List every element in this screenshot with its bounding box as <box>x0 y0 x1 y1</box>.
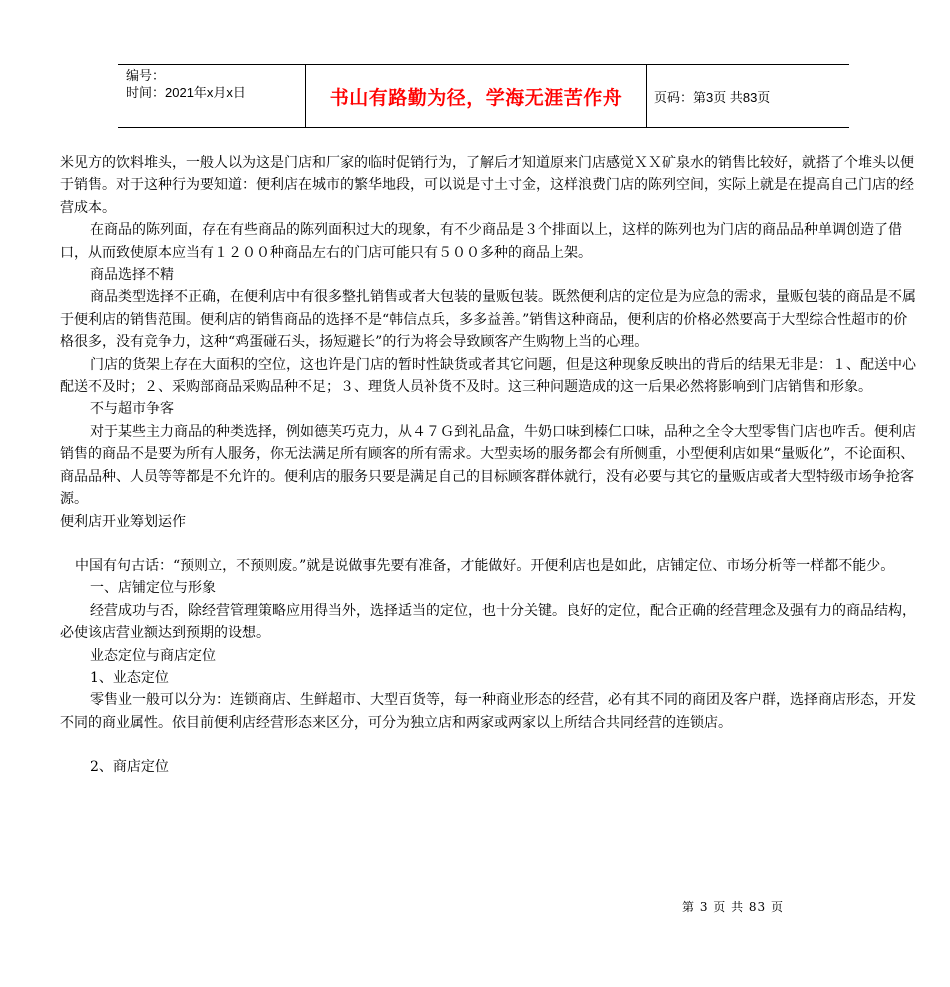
subsection-heading: 1、业态定位 <box>90 669 169 686</box>
section-heading: 商品选择不精 <box>90 267 174 284</box>
header-meta <box>126 67 306 101</box>
paragraph: 中国有句古话：“预则立，不预则废。”就是说做事先要有准备，才能做好。开便利店也是如此，店铺定位、市场分析等一样都不能少。 <box>75 557 895 574</box>
paragraph: 米见方的饮料堆头，一般人以为这是门店和厂家的临时促销行为，了解后才知道原来门店感觉ＸＸ矿泉水的销售比较好，就搭了个堆头以便于销售。对于这种行为要知道：便利店在城市的繁华地段，可以说是寸土寸金，这样浪费门店的陈列空间，实际上就是在提高自己门店的经营成本。 <box>60 155 914 216</box>
header-motto: 书山有路勤为径，学海无涯苦作舟 <box>305 65 647 127</box>
paragraph: 在商品的陈列面，存在有些商品的陈列面积过大的现象，有不少商品是３个排面以上，这样的陈列也为门店的商品品种单调创造了借口，从而致使原本应当有１２００种商品左右的门店可能只有５００多种的商品上架。 <box>60 222 902 261</box>
spacer <box>60 734 916 756</box>
spacer <box>60 533 916 555</box>
subsection-heading: 2、商店定位 <box>90 759 169 776</box>
paragraph: 商品类型选择不正确，在便利店中有很多整扎销售或者大包装的量贩包装。既然便利店的定位是为应急的需求，量贩包装的商品是不属于便利店的销售范围。便利店的销售商品的选择不是“韩信点兵，多多益善。”销售这种商品，便利店的价格必然要高于大型综合性超市的价格很多，没有竞争力，这种“鸡蛋碰石头，扬短避长”的行为将会导致顾客产生购物上当的心理。 <box>60 289 916 351</box>
paragraph: 门店的货架上存在大面积的空位，这也许是门店的暂时性缺货或者其它问题，但是这种现象反映出的背后的结果无非是：１、配送中心配送不及时；２、采购部商品采购品种不足；３、理货人员补货不及时。这三种问题造成的这一后果必然将影响到门店销售和形象。 <box>60 356 916 396</box>
document-header <box>118 64 849 128</box>
document-time-label: 时间：2021年x月x日 <box>126 85 246 100</box>
paragraph: 经营成功与否，除经营管理策略应用得当外，选择适当的定位，也十分关键。良好的定位，配合正确的经营理念及强有力的商品结构，必使该店营业额达到预期的设想。 <box>60 602 916 642</box>
document-number-label: 编号： <box>126 68 166 83</box>
document-body <box>60 152 916 779</box>
paragraph: 对于某些主力商品的种类选择，例如德芙巧克力，从４７Ｇ到礼品盒，牛奶口味到榛仁口味，品种之全令大型零售门店也咋舌。便利店销售的商品不是要为所有人服务，你无法满足所有顾客的所有需求。大型卖场的服务都会有所侧重，小型便利店如果“量贩化”，不论面积、商品品种、人员等等都是不允许的。便利店的服务只要是满足自己的目标顾客群体就行，没有必要与其它的量贩店或者大型特级市场争抢客源。 <box>60 423 916 508</box>
section-heading: 一、店铺定位与形象 <box>90 580 216 597</box>
header-page-info: 页码：第3页 共83页 <box>654 89 771 105</box>
paragraph: 零售业一般可以分为：连锁商店、生鲜超市、大型百货等，每一种商业形态的经营，必有其不同的商团及客户群，选择商店形态，开发不同的商业属性。依目前便利店经营形态来区分，可分为独立店和两家或两家以上所结合共同经营的连锁店。 <box>60 692 916 731</box>
chapter-heading: 便利店开业筹划运作 <box>60 513 186 530</box>
section-heading: 不与超市争客 <box>90 401 174 418</box>
section-heading: 业态定位与商店定位 <box>90 647 216 664</box>
page-footer: 第 3 页 共 83 页 <box>682 900 784 914</box>
